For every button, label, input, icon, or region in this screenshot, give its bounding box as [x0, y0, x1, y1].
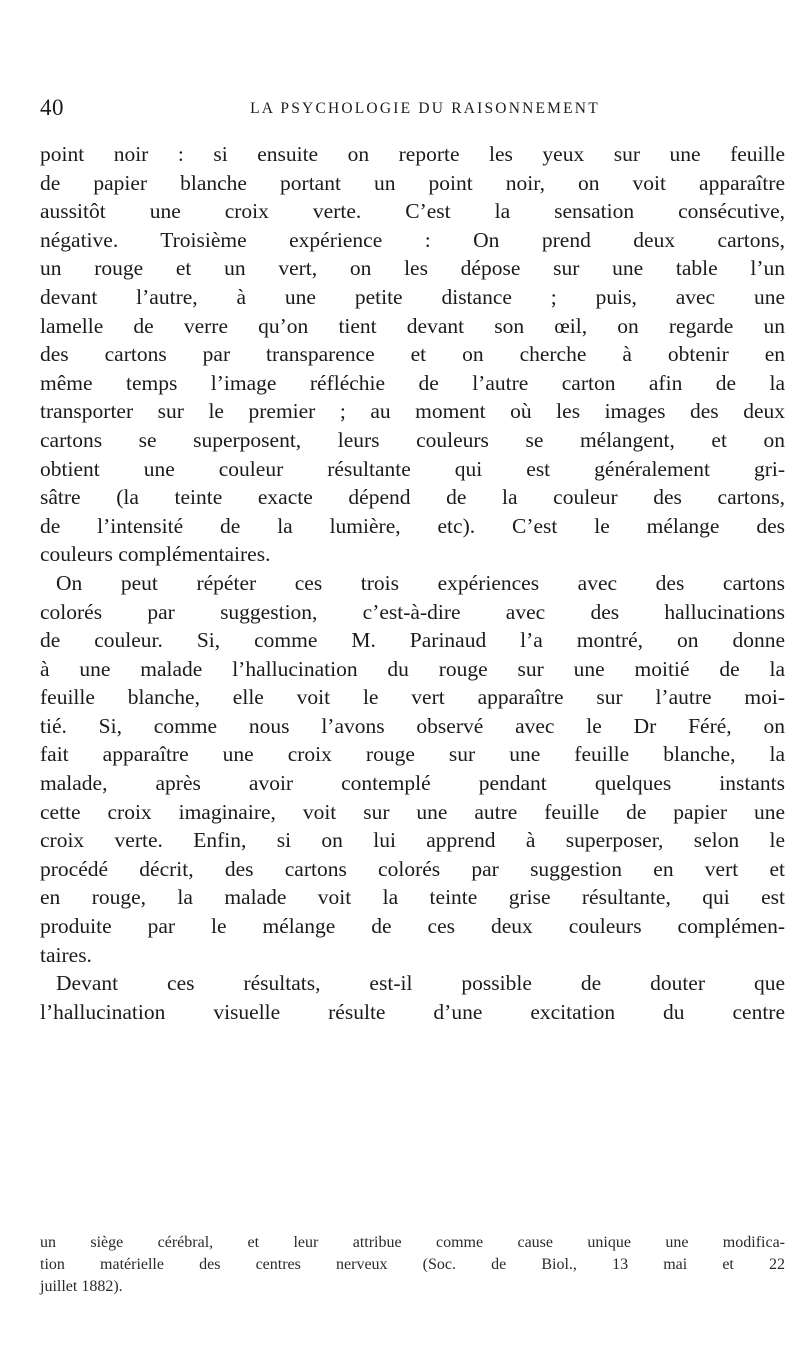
text-line: feuille blanche, elle voit le vert apparaître sur l’autre moi-: [40, 685, 785, 710]
text-line: de couleur. Si, comme M. Parinaud l’a montré, on donne: [40, 628, 785, 653]
footnote: [40, 1232, 785, 1298]
text-line: lamelle de verre qu’on tient devant son œil, on regarde un: [40, 313, 785, 338]
text-line: de papier blanche portant un point noir, on voit apparaître: [40, 170, 785, 195]
text-line: en rouge, la malade voit la teinte grise résultante, qui est: [40, 885, 785, 910]
text-line: Devant ces résultats, est-il possible de douter que: [56, 971, 785, 996]
text-line: négative. Troisième expérience : On prend deux cartons,: [40, 227, 785, 252]
page-number: 40: [40, 95, 64, 120]
text-line: sâtre (la teinte exacte dépend de la couleur des cartons,: [40, 485, 785, 510]
text-line: devant l’autre, à une petite distance ; puis, avec une: [40, 284, 785, 309]
footnote-line: un siège cérébral, et leur attribue comme cause unique une modifica-: [40, 1234, 785, 1251]
text-line: croix verte. Enfin, si on lui apprend à superposer, selon le: [40, 828, 785, 853]
text-line: produite par le mélange de ces deux couleurs complémen-: [40, 914, 785, 939]
body-text: [40, 140, 785, 1026]
text-line: à une malade l’hallucination du rouge sur une moitié de la: [40, 656, 785, 681]
text-line: obtient une couleur résultante qui est généralement gri-: [40, 456, 785, 481]
text-line: même temps l’image réfléchie de l’autre carton afin de la: [40, 370, 785, 395]
text-line: des cartons par transparence et on cherche à obtenir en: [40, 342, 785, 367]
footnote-line: tion matérielle des centres nerveux (Soc. de Biol., 13 mai et 22: [40, 1256, 785, 1273]
text-line: un rouge et un vert, on les dépose sur une table l’un: [40, 256, 785, 281]
text-line: couleurs complémentaires.: [40, 542, 271, 567]
text-line: transporter sur le premier ; au moment où les images des deux: [40, 399, 785, 424]
text-line: procédé décrit, des cartons colorés par suggestion en vert et: [40, 856, 785, 881]
text-line: malade, après avoir contemplé pendant quelques instants: [40, 771, 785, 796]
text-line: taires.: [40, 942, 92, 967]
text-line: cette croix imaginaire, voit sur une autre feuille de papier une: [40, 799, 785, 824]
text-line: l’hallucination visuelle résulte d’une excitation du centre: [40, 999, 785, 1024]
footnote-line: juillet 1882).: [40, 1278, 123, 1295]
page-header: [40, 95, 770, 125]
text-line: point noir : si ensuite on reporte les yeux sur une feuille: [40, 142, 785, 166]
text-line: tié. Si, comme nous l’avons observé avec le Dr Féré, on: [40, 713, 785, 738]
text-line: colorés par suggestion, c’est-à-dire avec des hallucinations: [40, 599, 785, 624]
text-line: fait apparaître une croix rouge sur une feuille blanche, la: [40, 742, 785, 767]
text-line: de l’intensité de la lumière, etc). C’est le mélange des: [40, 513, 785, 538]
running-title: LA PSYCHOLOGIE DU RAISONNEMENT: [250, 100, 600, 117]
text-line: cartons se superposent, leurs couleurs se mélangent, et on: [40, 427, 785, 452]
text-line: aussitôt une croix verte. C’est la sensation consécutive,: [40, 199, 785, 224]
text-line: On peut répéter ces trois expériences avec des cartons: [56, 570, 785, 595]
